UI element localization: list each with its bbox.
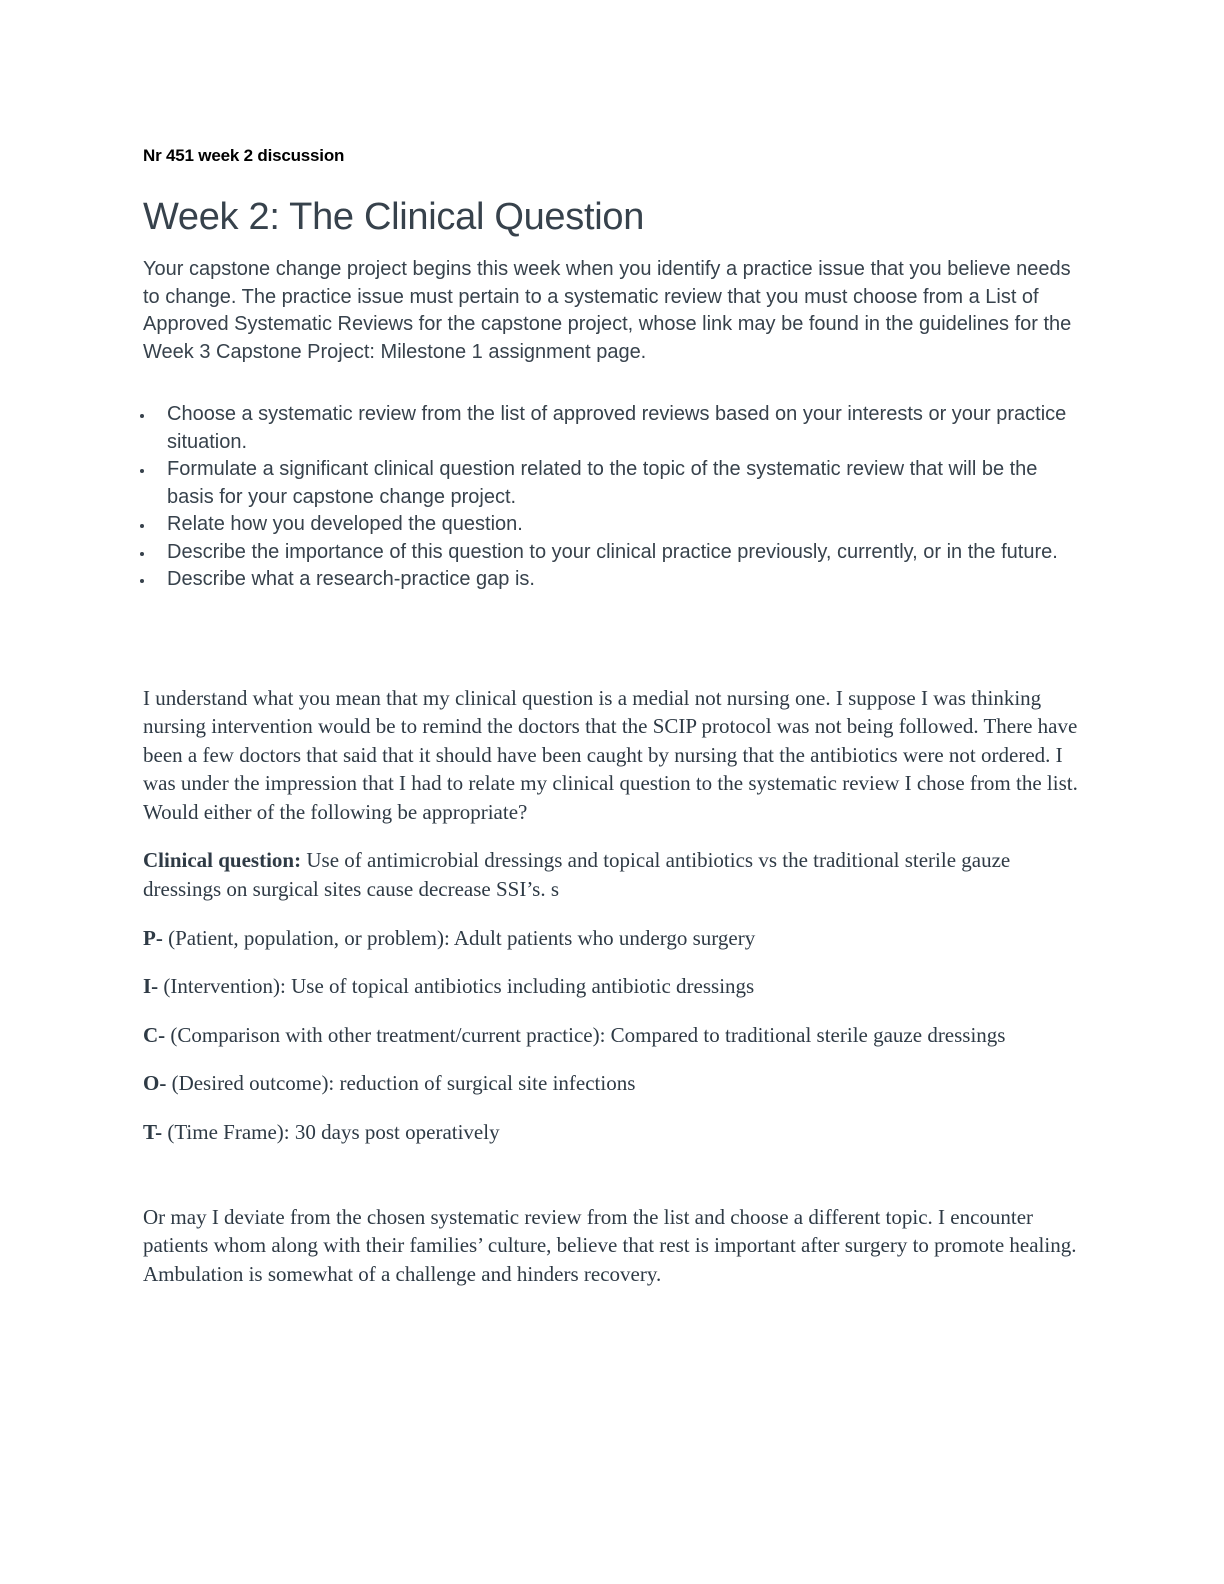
picot-line-o [143, 1069, 1080, 1098]
objectives-list [143, 401, 1080, 594]
discussion-post [143, 684, 1080, 1289]
objective-item: • Choose a systematic review from the list of approved reviews based on your interests or your practice situation. [155, 401, 1080, 456]
clinical-question-text: Use of antimicrobial dressings and topical antibiotics vs the traditional sterile gauze dressings on surgical sites cause decrease SSI’s. s [143, 848, 1011, 902]
objective-item: • Describe what a research-practice gap is. [155, 566, 1080, 594]
picot-line-i [143, 972, 1080, 1001]
objective-item: • Describe the importance of this question to your clinical practice previously, currently, or in the future. [155, 539, 1080, 567]
picot-line-t [143, 1118, 1080, 1147]
picot-text-o: (Desired outcome): reduction of surgical site infections [166, 1071, 636, 1096]
picot-text-i: (Intervention): Use of topical antibiotics including antibiotic dressings [158, 974, 755, 999]
picot-label-c: C- [143, 1022, 166, 1047]
discussion-paragraph-1: I understand what you mean that my clinical question is a medial not nursing one. I suppose I was thinking nursing intervention would be to remind the doctors that the SCIP protocol was not being followed. There have been a few doctors that said that it should have been caught by nursing that the antibiotics were not ordered. I was under the impression that I had to relate my clinical question to the systematic review I chose from the list. Would either of the following be appropriate? [143, 685, 1078, 824]
objective-item: • Formulate a significant clinical question related to the topic of the systematic review that will be the basis for your capstone change project. [155, 456, 1080, 511]
document-label: Nr 451 week 2 discussion [143, 146, 345, 165]
objective-item: • Relate how you developed the question. [155, 511, 1080, 539]
picot-text-c: (Comparison with other treatment/current practice): Compared to traditional sterile gauze dressings [165, 1022, 1006, 1047]
discussion-paragraph-2: Or may I deviate from the chosen systematic review from the list and choose a different topic. I encounter patients whom along with their families’ culture, believe that rest is important after surgery to promote healing. Ambulation is somewhat of a challenge and hinders recovery. [143, 1204, 1077, 1286]
intro-paragraph: Your capstone change project begins this week when you identify a practice issue that you believe needs to change. The practice issue must pertain to a systematic review that you must choose from a List of Approved Systematic Reviews for the capstone project, whose link may be found in the guidelines for the Week 3 Capstone Project: Milestone 1 assignment page. [143, 258, 1072, 363]
picot-text-t: (Time Frame): 30 days post operatively [162, 1120, 500, 1145]
picot-label-i: I- [143, 974, 159, 999]
picot-label-p: P- [143, 925, 163, 950]
page-title: Week 2: The Clinical Question [143, 196, 645, 238]
picot-text-p: (Patient, population, or problem): Adult patients who undergo surgery [162, 925, 756, 950]
picot-label-t: T- [143, 1120, 163, 1145]
picot-line-p [143, 924, 1080, 953]
picot-label-o: O- [143, 1071, 167, 1096]
picot-line-c [143, 1021, 1080, 1050]
clinical-question-line [143, 846, 1080, 903]
clinical-question-label: Clinical question: [143, 848, 302, 873]
